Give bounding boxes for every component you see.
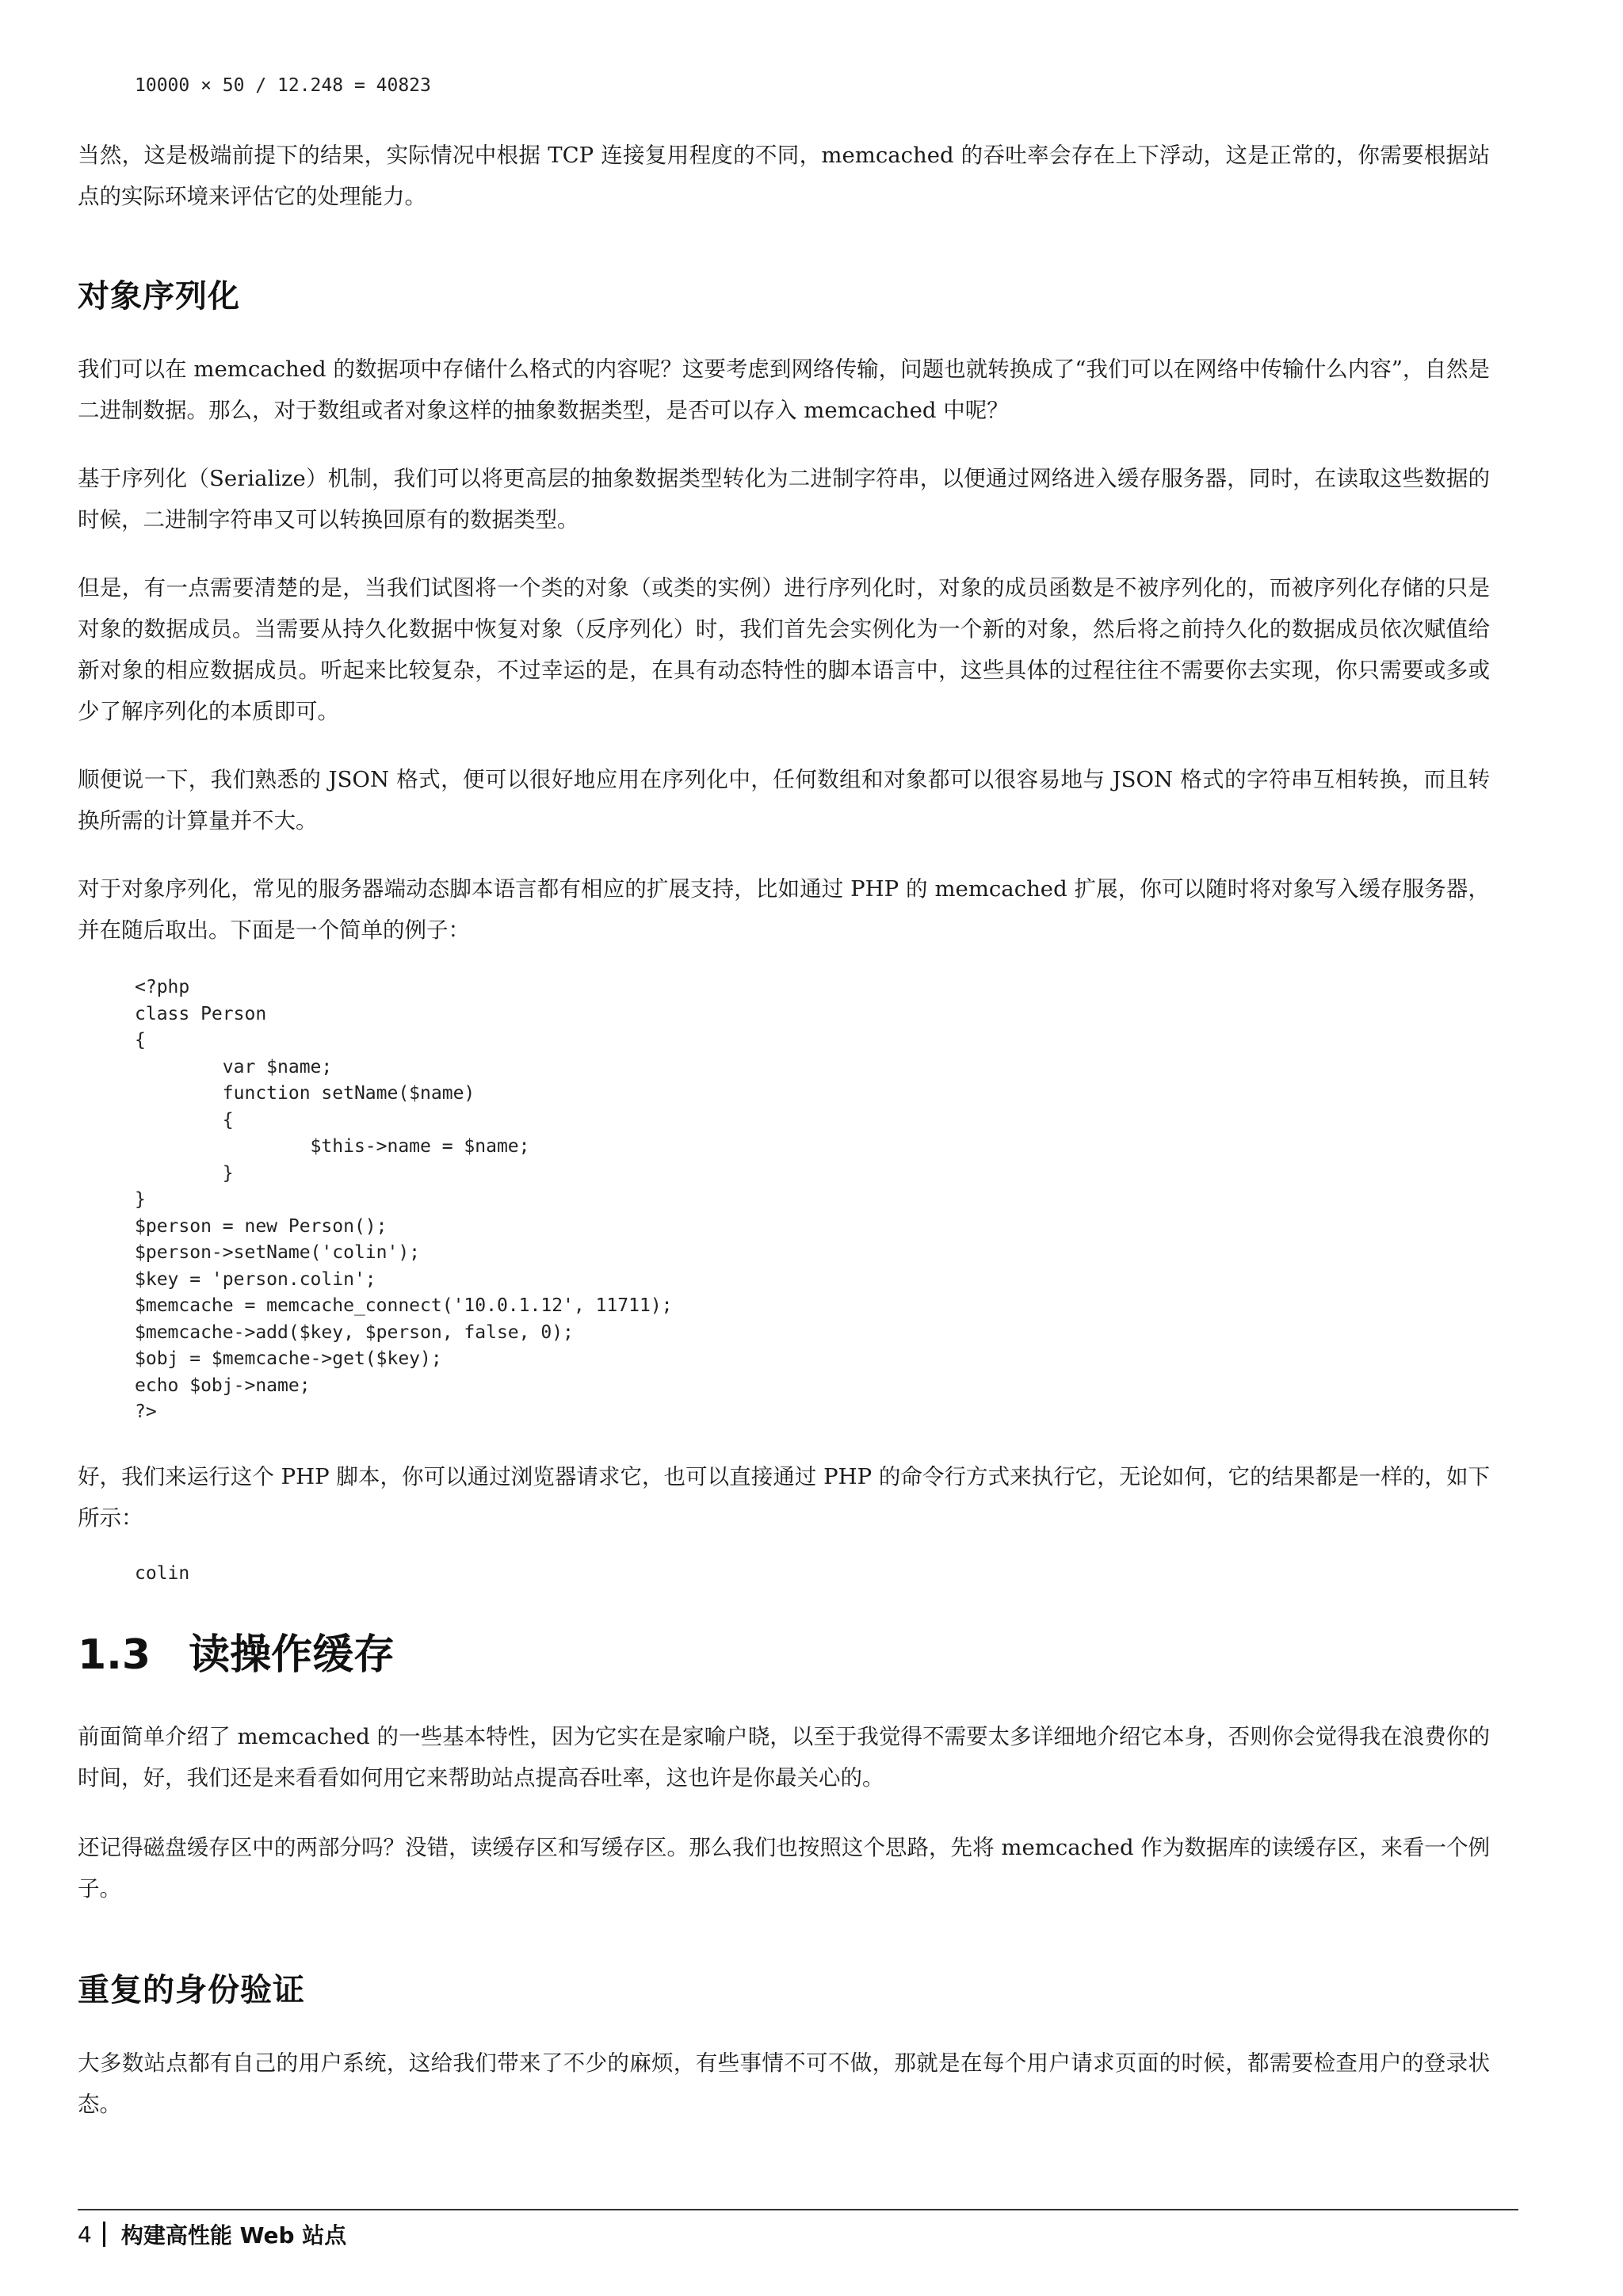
section-heading-serialization: 对象序列化 <box>78 278 240 315</box>
paragraph-serialization-1: 我们可以在 memcached 的数据项中存储什么格式的内容呢？这要考虑到网络传输，问题也就转换成了“我们可以在网络中传输什么内容”，自然是二进制数据。那么，对于数组或者对象这样的抽象数据类型，是否可以存入 memcached 中呢？ <box>78 357 1490 423</box>
code-line-calculation: 10000 × 50 / 12.248 = 40823 <box>135 75 431 96</box>
paragraph-throughput: 当然，这是极端前提下的结果，实际情况中根据 TCP 连接复用程度的不同，memcached 的吞吐率会存在上下浮动，这是正常的，你需要根据站点的实际环境来评估它的处理能力。 <box>78 143 1490 209</box>
paragraph-read-cache-2: 还记得磁盘缓存区中的两部分吗？没错，读缓存区和写缓存区。那么我们也按照这个思路，先将 memcached 作为数据库的读缓存区，来看一个例子。 <box>78 1835 1490 1901</box>
paragraph-auth-1: 大多数站点都有自己的用户系统，这给我们带来了不少的麻烦，有些事情不可不做，那就是在每个用户请求页面的时候，都需要检查用户的登录状态。 <box>78 2050 1490 2117</box>
section-number: 1.3 <box>78 1631 151 1679</box>
book-title: 构建高性能 Web 站点 <box>120 2222 347 2248</box>
footer-divider <box>78 2209 1518 2210</box>
paragraph-serialization-2: 基于序列化（Serialize）机制，我们可以将更高层的抽象数据类型转化为二进制字符串，以便通过网络进入缓存服务器，同时，在读取这些数据的时候，二进制字符串又可以转换回原有的数据类型。 <box>78 466 1490 532</box>
page-number: 4 <box>78 2221 92 2248</box>
page-footer <box>78 2218 346 2250</box>
code-output: colin <box>135 1563 190 1584</box>
paragraph-serialization-5: 对于对象序列化，常见的服务器端动态脚本语言都有相应的扩展支持，比如通过 PHP 的 memcached 扩展，你可以随时将对象写入缓存服务器，并在随后取出。下面是一个简单的例子： <box>78 876 1490 943</box>
footer-separator <box>103 2222 105 2247</box>
paragraph-read-cache-1: 前面简单介绍了 memcached 的一些基本特性，因为它实在是家喻户晓，以至于我觉得不需要太多详细地介绍它本身，否则你会觉得我在浪费你的时间，好，我们还是来看看如何用它来帮助站点提高吞吐率，这也许是你最关心的。 <box>78 1724 1490 1791</box>
paragraph-serialization-3: 但是，有一点需要清楚的是，当我们试图将一个类的对象（或类的实例）进行序列化时，对象的成员函数是不被序列化的，而被序列化存储的只是对象的数据成员。当需要从持久化数据中恢复对象（反序列化）时，我们首先会实例化为一个新的对象，然后将之前持久化的数据成员依次赋值给新对象的相应数据成员。听起来比较复杂，不过幸运的是，在具有动态特性的脚本语言中，这些具体的过程往往不需要你去实现，你只需要或多或少了解序列化的本质即可。 <box>78 575 1490 724</box>
code-block-php: <?php class Person { var $name; function setName($name) { $this->name = $name; } } $person = new Person(); $person->setName('colin'); $key = 'person.colin'; $memcache = memcache_connect('10.0.1.12', 11711); $memcache->add($key, $person, false, 0); $obj = $memcache->get($key); echo $obj->name; ?> <box>135 977 673 1422</box>
section-title: 读操作缓存 <box>189 1631 395 1679</box>
section-heading-auth: 重复的身份验证 <box>78 1972 305 2008</box>
paragraph-after-code: 好，我们来运行这个 PHP 脚本，你可以通过浏览器请求它，也可以直接通过 PHP 的命令行方式来执行它，无论如何，它的结果都是一样的，如下所示： <box>78 1464 1490 1531</box>
paragraph-serialization-4: 顺便说一下，我们熟悉的 JSON 格式，便可以很好地应用在序列化中，任何数组和对象都可以很容易地与 JSON 格式的字符串互相转换，而且转换所需的计算量并不大。 <box>78 767 1490 833</box>
section-heading-read-cache <box>78 1621 395 1680</box>
